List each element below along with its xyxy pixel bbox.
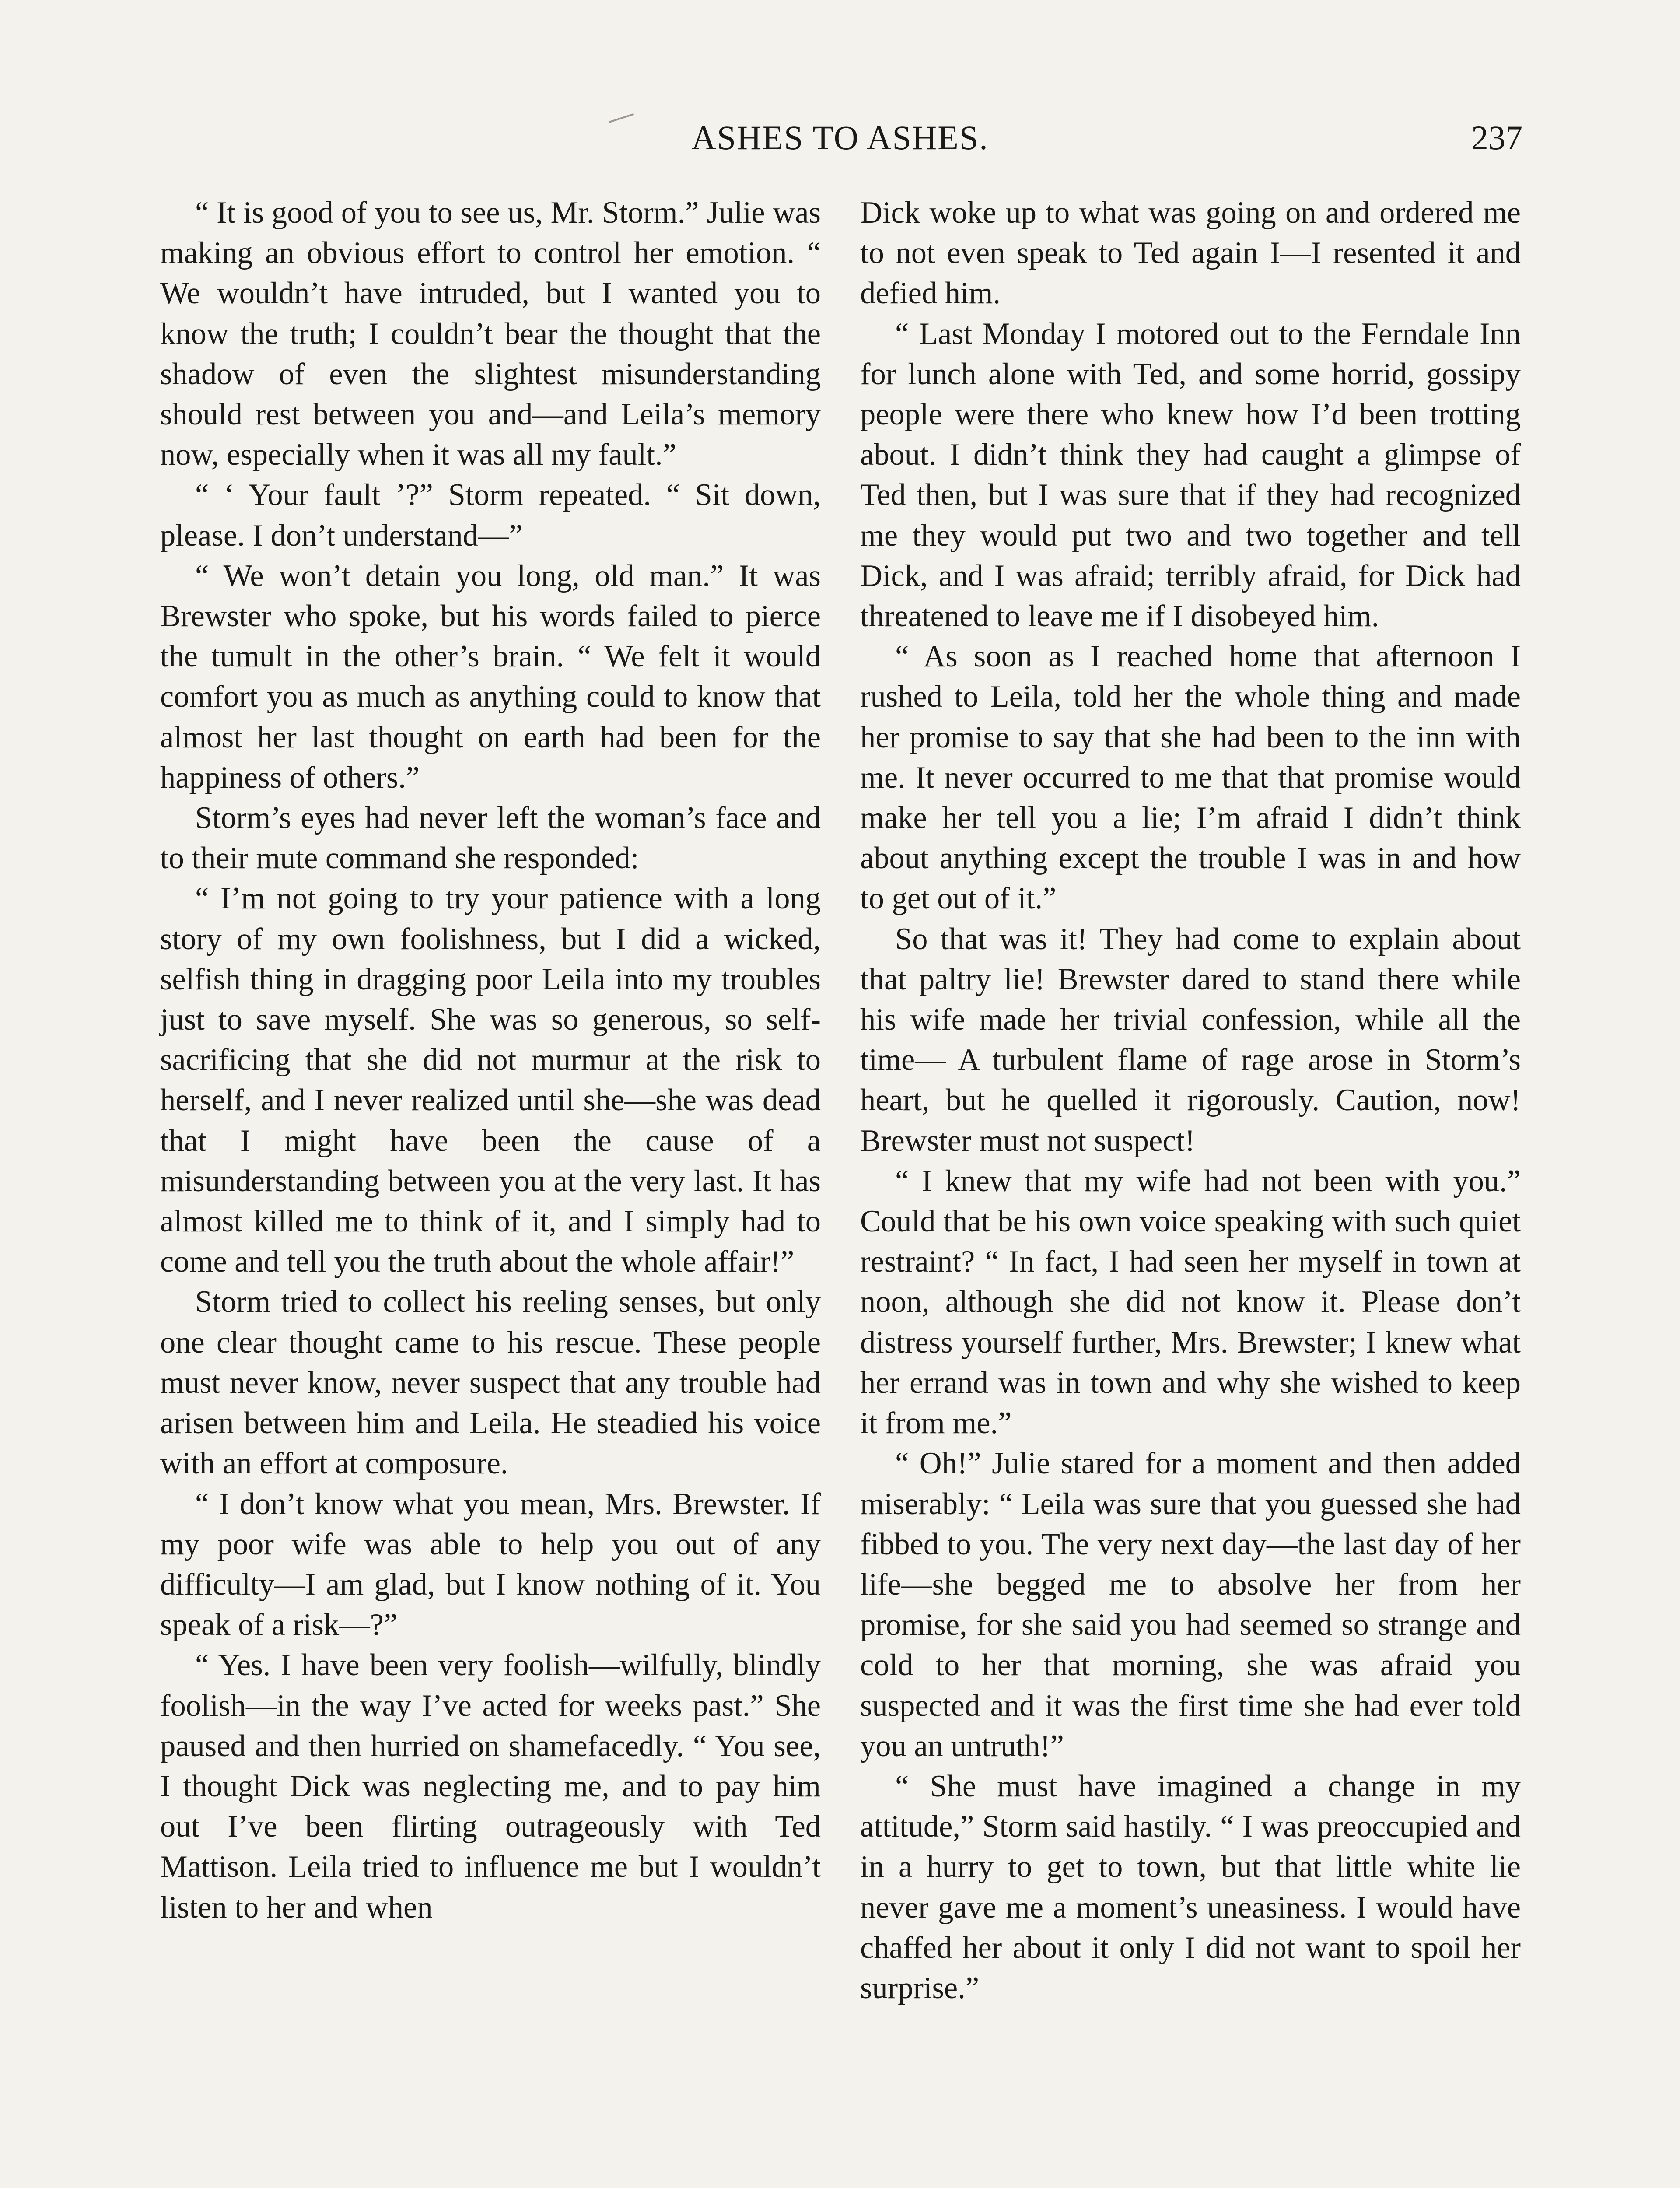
paragraph: “ Yes. I have been very foolish—wilfully, blindly foolish—in the way I’ve acted for weeks past.” She paused and then hurried on shamefacedly. “ You see, I thought Dick was neglecting me, and to pay him out I’ve been flirting outrageously with Ted Mattison. Leila tried to influence me but I wouldn’t listen to her and when bbox=[160, 1648, 821, 1925]
paragraph: “ I’m not going to try your patience with a long story of my own foolishness, but I did a wicked, selfish thing in dragging poor Leila into my troubles just to save myself. She was so generous, so self-sacrificing that she did not murmur at the risk to herself, and I never realized until she—she was dead that I might have been the cause of a misunderstanding between you at the very last. It has almost killed me to think of it, and I simply had to come and tell you the truth about the whole affair!” bbox=[160, 881, 821, 1279]
paragraph: Dick woke up to what was going on and ordered me to not even speak to Ted again I—I resented it and defied him. bbox=[860, 196, 1521, 311]
paragraph: “ We won’t detain you long, old man.” It was Brewster who spoke, but his words failed to pierce the tumult in the other’s brain. “ We felt it would comfort you as much as anything could to know that almost her last thought on earth had been for the happiness of others.” bbox=[160, 558, 821, 795]
paragraph: So that was it! They had come to explain about that paltry lie! Brewster dared to stand there while his wife made her trivial confession, while all the time— A turbulent flame of rage arose in Storm’s heart, but he quelled it rigorously. Caution, now! Brewster must not suspect! bbox=[860, 922, 1521, 1158]
paragraph: “ I knew that my wife had not been with you.” Could that be his own voice speaking with such quiet restraint? “ In fact, I had seen her myself in town at noon, although she did not know it. Please don’t distress yourself further, Mrs. Brewster; I knew what her errand was in town and why she wished to keep it from me.” bbox=[860, 1164, 1521, 1441]
paragraph: “ Oh!” Julie stared for a moment and then added miserably: “ Leila was sure that you guessed she had fibbed to you. The very next day—the last day of her life—she begged me to absolve her from her promise, for she said you had seemed so strange and cold to her that morning, she was afraid you suspected and it was the first time she had ever told you an untruth!” bbox=[860, 1446, 1521, 1763]
paragraph: Storm’s eyes had never left the woman’s face and to their mute command she responded: bbox=[160, 801, 821, 876]
paragraph: Storm tried to collect his reeling senses, but only one clear thought came to his rescue. These people must never know, never suspect that any trouble had arisen between him and Leila. He steadied his voice with an effort at composure. bbox=[160, 1285, 821, 1481]
right-column bbox=[860, 193, 1521, 2008]
paragraph: “ Last Monday I motored out to the Ferndale Inn for lunch alone with Ted, and some horrid, gossipy people were there who knew how I’d been trotting about. I didn’t think they had caught a glimpse of Ted then, but I was sure that if they had recognized me they would put two and two together and tell Dick, and I was afraid; terribly afraid, for Dick had threatened to leave me if I disobeyed him. bbox=[860, 316, 1521, 634]
paragraph: “ As soon as I reached home that afternoon I rushed to Leila, told her the whole thing and made her promise to say that she had been to the inn with me. It never occurred to me that that promise would make her tell you a lie; I’m afraid I didn’t think about anything except the trouble I was in and how to get out of it.” bbox=[860, 639, 1521, 916]
paragraph: “ ‘ Your fault ’?” Storm repeated. “ Sit down, please. I don’t understand—” bbox=[160, 478, 821, 553]
left-column bbox=[160, 193, 821, 1928]
running-header bbox=[158, 118, 1522, 166]
running-title: ASHES TO ASHES. bbox=[691, 119, 989, 157]
paragraph: “ I don’t know what you mean, Mrs. Brewster. If my poor wife was able to help you out of any difficulty—I am glad, but I know nothing of it. You speak of a risk—?” bbox=[160, 1487, 821, 1642]
page-number: 237 bbox=[1471, 119, 1522, 157]
paragraph: “ It is good of you to see us, Mr. Storm.” Julie was making an obvious effort to control her emotion. “ We wouldn’t have intruded, but I wanted you to know the truth; I couldn’t bear the thought that the shadow of even the slightest misunderstanding should rest between you and—and Leila’s memory now, especially when it was all my fault.” bbox=[160, 196, 821, 472]
paragraph: “ She must have imagined a change in my attitude,” Storm said hastily. “ I was preoccupied and in a hurry to get to town, but that little white lie never gave me a moment’s uneasiness. I would have chaffed her about it only I did not want to spoil her surprise.” bbox=[860, 1769, 1521, 2005]
